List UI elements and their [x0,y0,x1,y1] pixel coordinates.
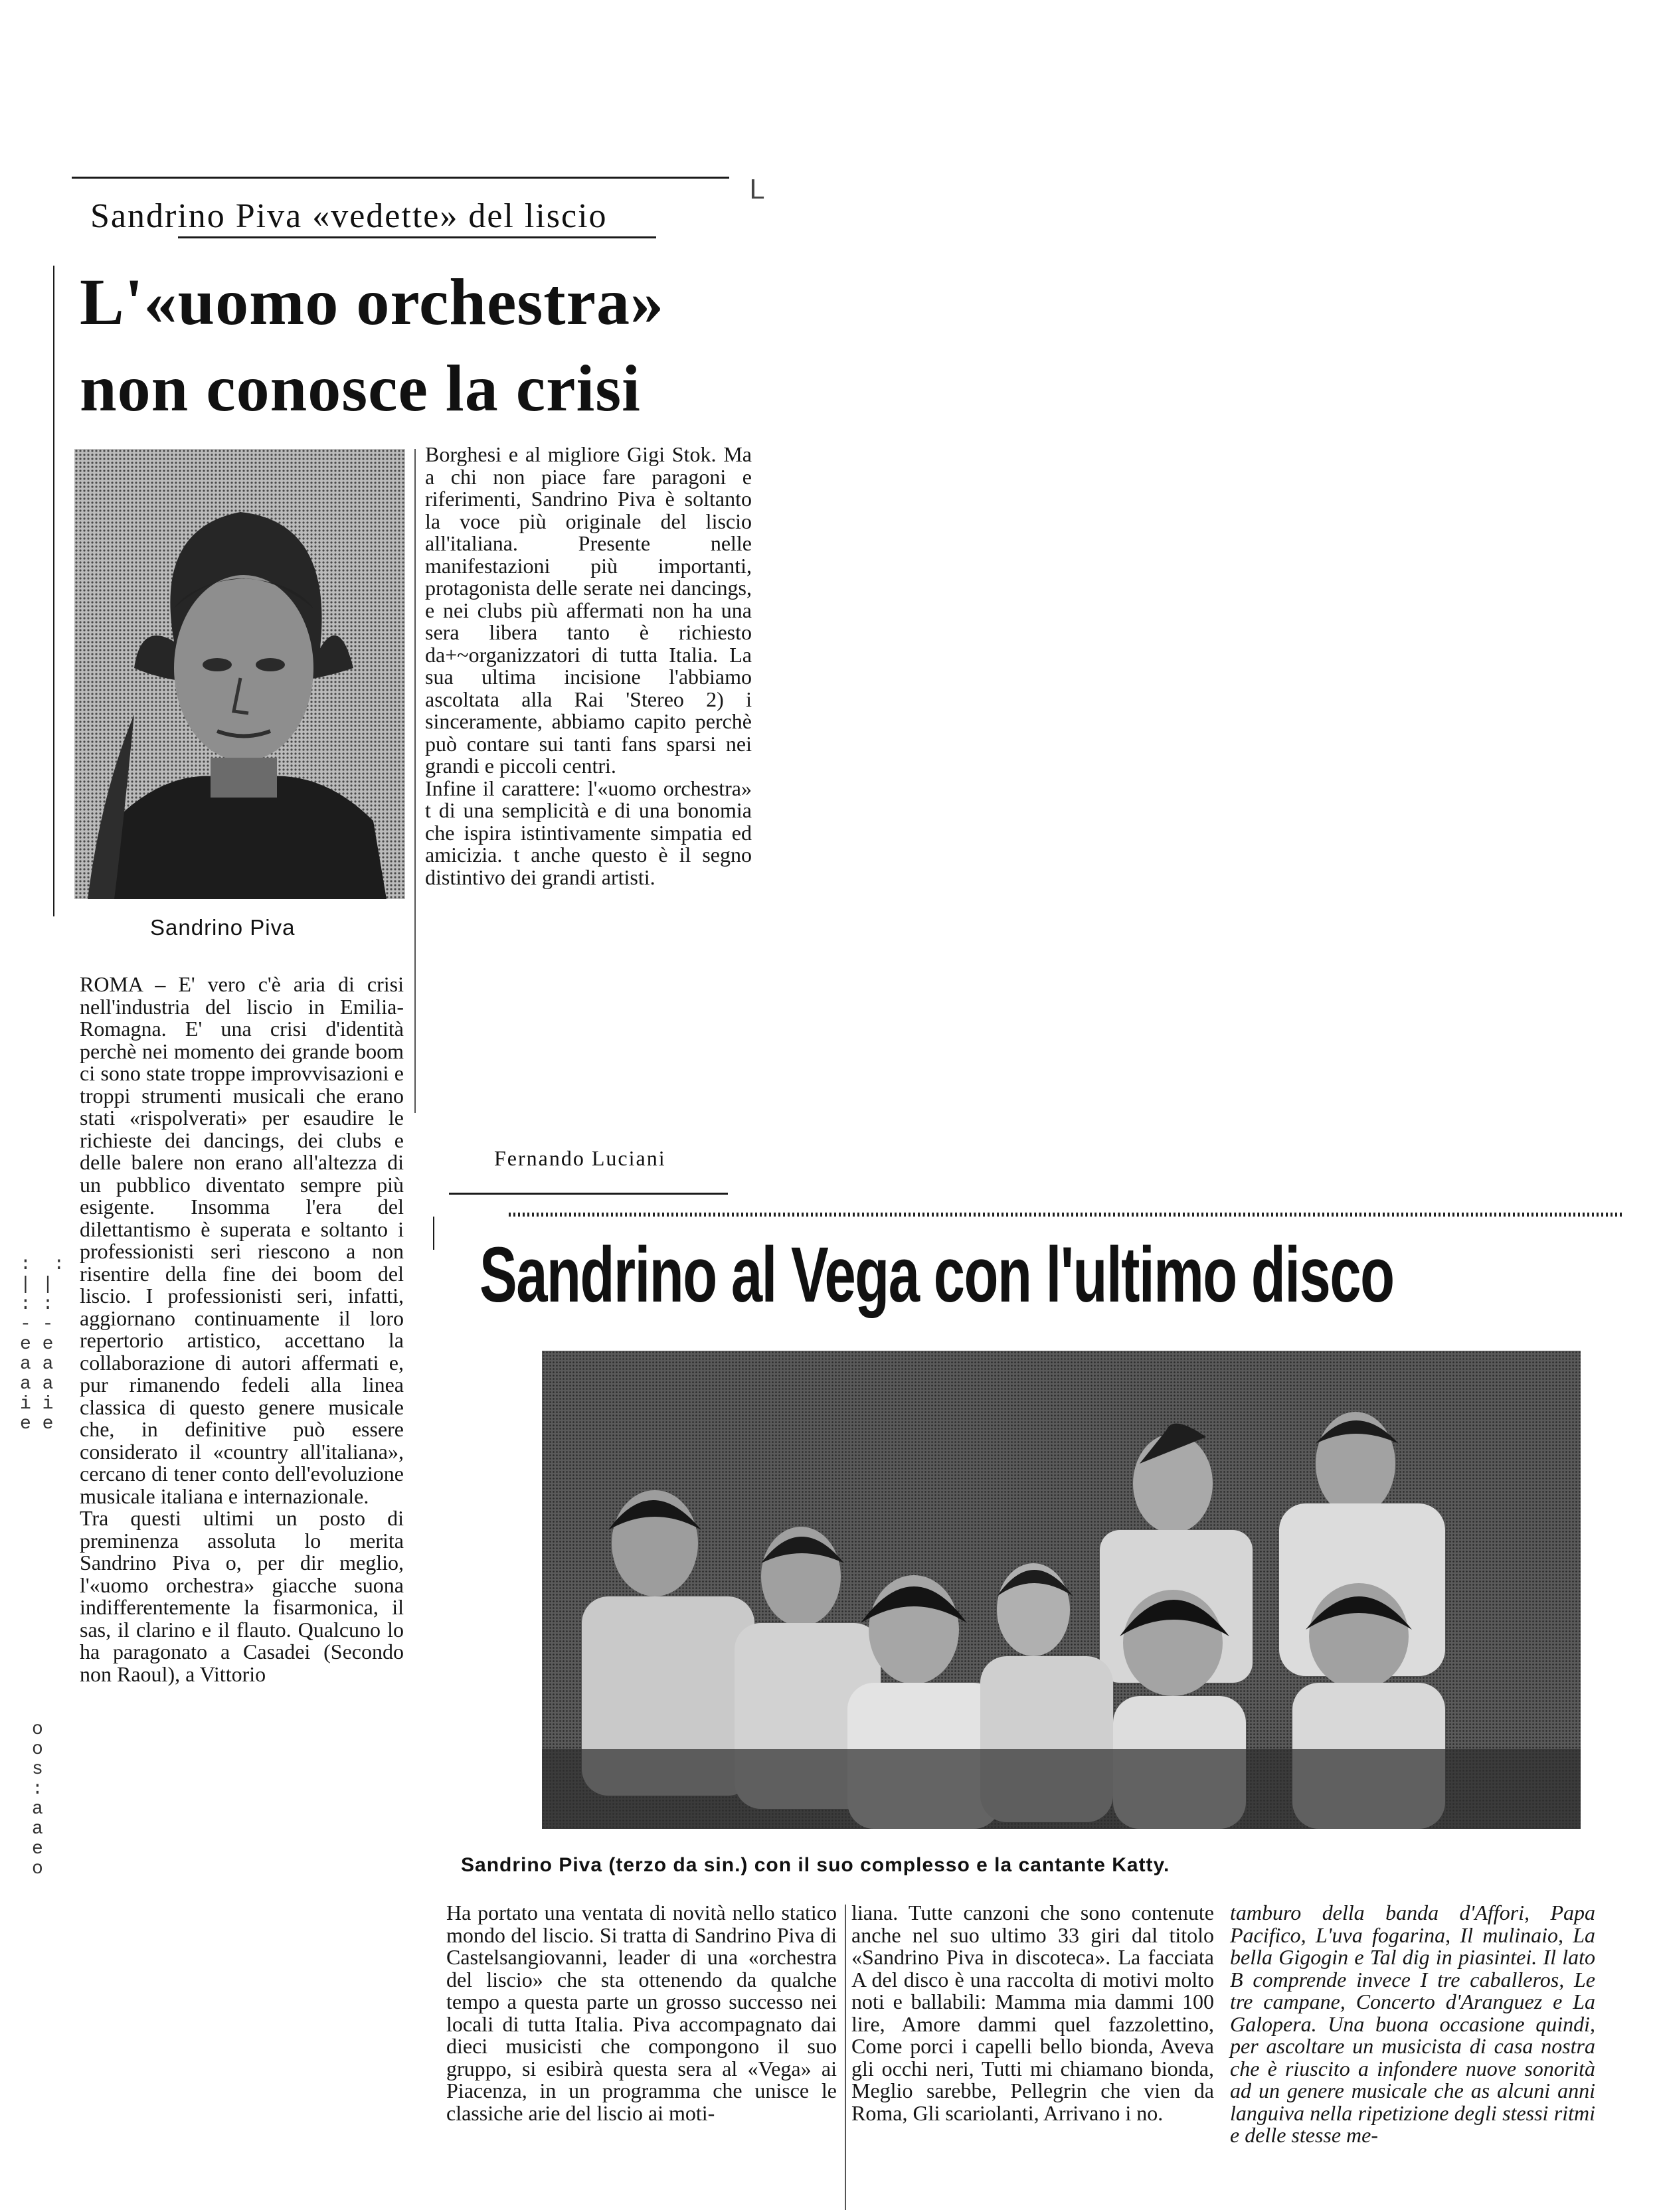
article2-column2 [851,1902,1214,2124]
article2-headline: Sandrino al Vega con l'ultimo disco [480,1231,1394,1319]
group-photo-caption: Sandrino Piva (terzo da sin.) con il suo complesso e la cantante Katty. [461,1854,1170,1876]
article2-left-border [433,1217,434,1250]
article1-headline-line2: non conosce la crisi [80,351,641,425]
article2-column2-text: liana. Tutte canzoni che sono contenute anche nel suo ultimo 33 giri dal titolo «Sandrino Piva in discoteca». La facciata A del disco è una raccolta di motivi molto noti e ballabili: Mamma mia dammi 100 lire, Amore dammi quel fazzolettino, Come porci i capelli bello bionda, Aveva gli occhi neri, Tutti mi chiamano bionda, Meglio sarebbe, Pellegrin che vien da Roma, Gli scariolanti, Arrivano i no. [851,1901,1214,2125]
left-margin-marks: : : | | : : - - e e a a a a i i e e [20,1254,65,1434]
article2-column3 [1230,1902,1595,2147]
article1-headline-line1: L'«uomo orchestra» [80,265,664,339]
article1-column1-text: ROMA – E' vero c'è aria di crisi nell'industria del liscio in Emilia-Romagna. E' una crisi d'identità perchè nei momento dei grande boom ci sono state troppe improvvisazioni e troppi strumenti musicali che erano stati «rispolverati» per esaudire le richieste dei dancings, dei clubs e delle balere non erano all'altezza di un pubblico diventato sempre più esigente. Insomma l'era del dilettantismo è superata e soltanto i professionisti seri riescono a non risentire della fine dei boom del liscio. I professionisti seri, infatti, aggiornano continuamente il loro repertorio artistico, accettano la collaborazione di autori affermati e, pur rimanendo fedeli alla linea classica di questo genere musicale che, in definitive può essere considerato il «country all'italiana», cercano di tener conto dell'evoluzione musicale italiana e internazionale. Tra questi ultimi un posto di preminenza assoluta lo merita Sandrino Piva o, per dir meglio, l'«uomo orchestra» giacche suona indifferentemente la fisarmonica, il sas, il clarino e il flauto. Qualcuno lo ha paragonato a Casadei (Secondo non Raoul), a Vittorio [80,972,404,1686]
article1-kicker: Sandrino Piva «vedette» del liscio [90,197,608,235]
article1-column2 [425,444,752,889]
scan-mark: ᒪ [749,175,764,205]
left-margin-marks-lower: o o s : a a e o [32,1719,43,1879]
column-divider-2 [845,1905,846,2210]
dotted-separator [509,1213,1624,1217]
portrait-photo-image [74,449,405,899]
group-photo-image [542,1351,1581,1829]
group-photo [542,1351,1581,1829]
article2-column1-text: Ha portato una ventata di novità nello statico mondo del liscio. Si tratta di Sandrino Piva di Castelsangiovanni, leader di una «orchestra del liscio» che sta ottenendo da qualche tempo a questa parte un grosso successo nei locali di tutta Italia. Piva accompagnato dai dieci musicisti che compongono il suo gruppo, si esibirà questa sera al «Vega» ai Piacenza, in un programma che unisce le classiche arie del liscio ai moti- [446,1901,837,2125]
byline-rule [449,1193,728,1195]
left-border-line [53,266,54,916]
kicker-underline [178,236,656,238]
top-rule [72,177,729,179]
portrait-photo [74,449,405,899]
article2-column1 [446,1902,837,2124]
article1-column2-text: Borghesi e al migliore Gigi Stok. Ma a chi non piace fare paragoni e riferimenti, Sandrino Piva è soltanto la voce più originale del liscio all'italiana. Presente nelle manifestazioni più importanti, protagonista delle serate nei dancings, e nei clubs più affermati non ha una sera libera tanto è richiesto da+~organizzatori di tutta Italia. La sua ultima incisione l'abbiamo ascoltata alla Rai 'Stereo 2) i sinceramente, abbiamo capito perchè può contare sui tanti fans sparsi nei grandi e piccoli centri. Infine il carattere: l'«uomo orchestra» t di una semplicità e di una bonomia che ispira istintivamente simpatia ed amicizia. t anche questo è il segno distintivo dei grandi artisti. [425,442,752,889]
article1-column1 [80,974,404,1685]
column-divider-1 [414,449,416,1113]
article2-column3-text: tamburo della banda d'Affori, Papa Pacifico, L'uva fogarina, Il mulinaio, La bella Gigogin e Tal dig in piasintei. Il lato B comprende invece I tre caballeros, Le tre campane, Concerto d'Aranguez e La Galopera. Una buona occasione quindi, per ascoltare un musicista di casa nostra che è riuscito a infondere nuove sonorità ad un genere musicale che as alcuni anni languiva nella ripetizione degli stessi ritmi e delle stesse me- [1230,1901,1595,2147]
portrait-photo-caption: Sandrino Piva [150,915,296,940]
article1-byline: Fernando Luciani [494,1146,666,1170]
